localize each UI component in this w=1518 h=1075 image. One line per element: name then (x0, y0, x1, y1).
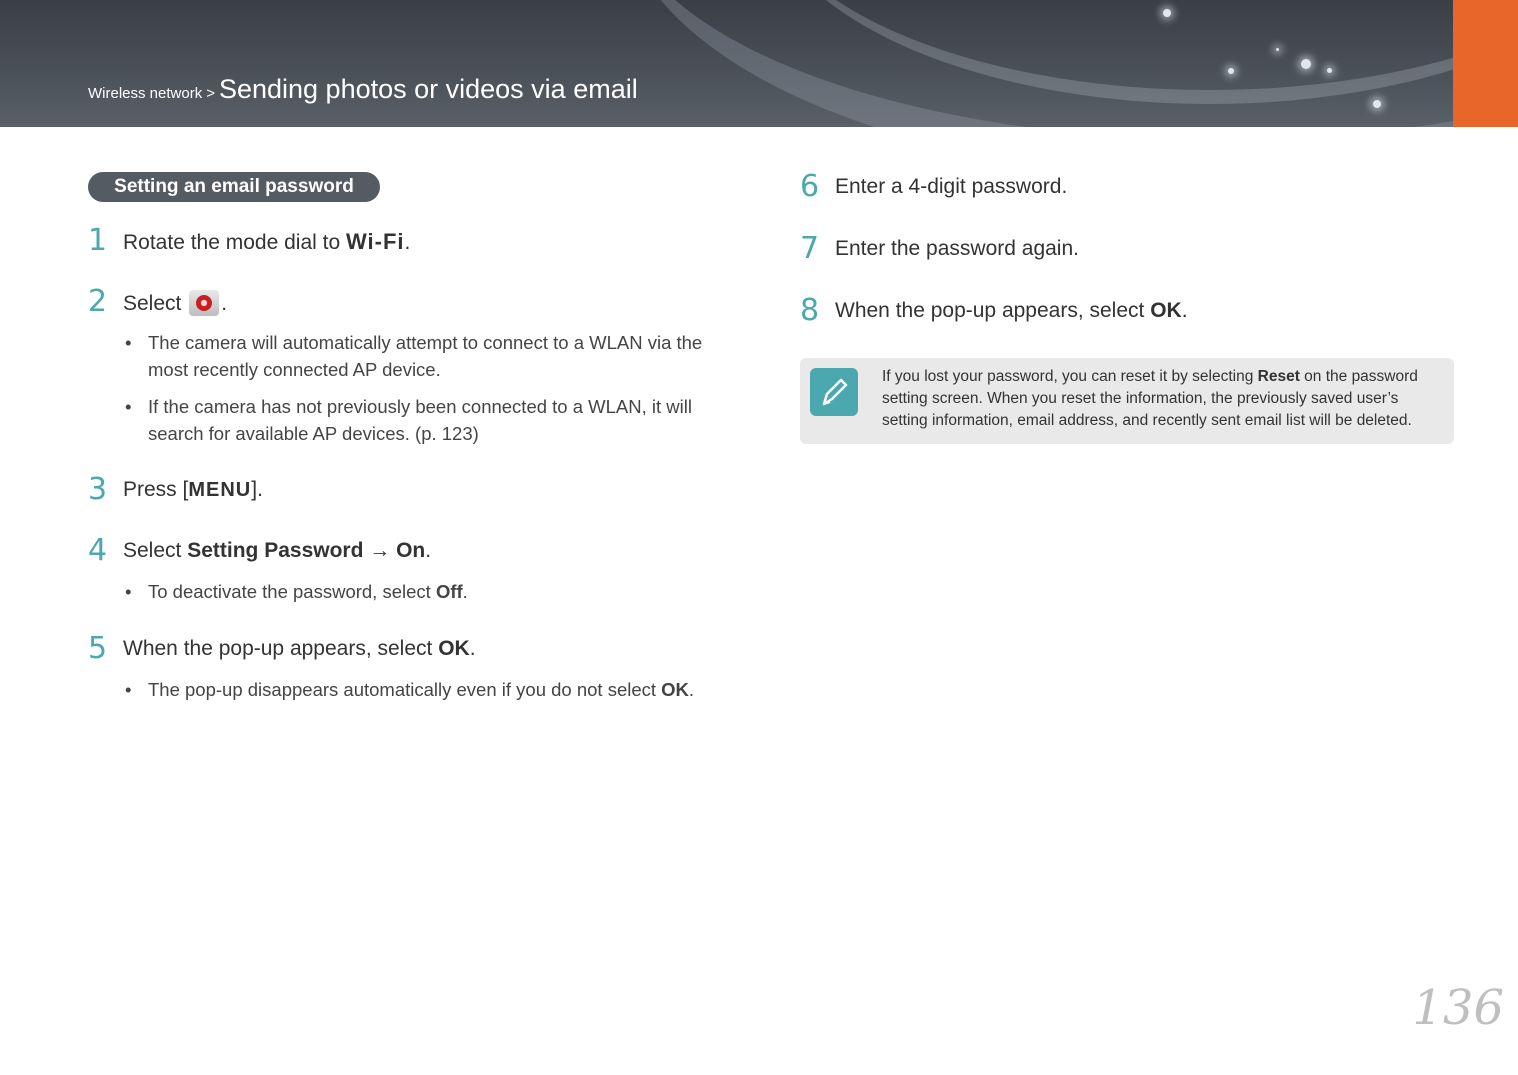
bullet-text-part: . (688, 679, 695, 700)
step-number: 2 (88, 284, 108, 319)
bullet-text-part: The pop-up disappears automatically even if you do not select (148, 679, 662, 700)
bullet-marker: • (125, 396, 132, 417)
step-number: 6 (800, 169, 820, 204)
bullet-marker: • (125, 581, 132, 602)
step-text-part: ]. (251, 478, 263, 501)
step-number: 8 (800, 293, 820, 328)
step-text (123, 478, 263, 502)
bullet-text (148, 578, 738, 605)
step-text-part: When the pop-up appears, select (835, 299, 1151, 322)
note-box (800, 358, 1454, 444)
menu-option: Off (435, 581, 463, 602)
header-sparkle (1327, 68, 1332, 73)
pencil-icon (810, 368, 858, 416)
breadcrumb (88, 74, 638, 105)
menu-option: OK (438, 637, 470, 660)
bullet-text-part: . (462, 581, 468, 602)
step-text-part: When the pop-up appears, select (123, 637, 439, 660)
arrow-icon: → (363, 539, 397, 562)
note-text-part: If you lost your password, you can reset it by selecting (882, 368, 1258, 385)
section-heading: Setting an email password (88, 172, 380, 202)
menu-option: Setting Password (187, 539, 364, 562)
step-text-part: Press [ (123, 478, 189, 501)
step-text-part: . (404, 231, 411, 254)
step-number: 7 (800, 231, 820, 266)
step-text-part: Rotate the mode dial to (123, 231, 346, 254)
menu-option: OK (1150, 299, 1182, 322)
email-icon (189, 290, 219, 316)
step-text-part: . (1181, 299, 1188, 322)
step-text (123, 229, 410, 255)
breadcrumb-section[interactable]: Wireless network (88, 85, 203, 102)
note-text-part: on the password setting screen. When you reset the information, the previously saved user’s setting information, email address, and recently sent email list will be deleted. (882, 368, 1418, 429)
step-text (123, 637, 476, 661)
header-sparkle (1301, 59, 1311, 69)
header-sparkle (1228, 68, 1234, 74)
header-sparkle (1373, 100, 1381, 108)
menu-option: On (396, 539, 426, 562)
bullet-text: The camera will automatically attempt to connect to a WLAN via the most recently connected AP device. (148, 332, 703, 380)
bullet-text (148, 676, 768, 703)
step-number: 5 (88, 631, 108, 666)
header-sparkle (1276, 48, 1279, 51)
header-accent-tab (1453, 0, 1518, 127)
step-text-part: Select (123, 292, 188, 315)
header-sparkle (1163, 9, 1171, 17)
step-number: 1 (88, 223, 108, 258)
step-text-part: Select (123, 539, 188, 562)
menu-button-icon: MENU (188, 479, 252, 501)
page-header (0, 0, 1518, 127)
bullet-marker: • (125, 332, 132, 353)
page-title: Sending photos or videos via email (218, 74, 638, 104)
note-text (882, 366, 1442, 432)
bullet-text-part: To deactivate the password, select (148, 581, 436, 602)
menu-option: OK (661, 679, 689, 700)
step-text-part: . (221, 292, 228, 315)
wifi-mode-icon: Wi-Fi (345, 229, 405, 254)
step-text (123, 539, 431, 563)
bullet-text: If the camera has not previously been connected to a WLAN, it will search for available AP devices. (p. 123) (148, 396, 692, 444)
step-text: Enter a 4-digit password. (835, 175, 1068, 198)
breadcrumb-separator: > (206, 85, 215, 102)
step-text-part: . (469, 637, 476, 660)
bullet-marker: • (125, 679, 132, 700)
step-text (123, 290, 227, 316)
menu-option: Reset (1257, 368, 1300, 385)
step-text: Enter the password again. (835, 237, 1079, 260)
step-text (835, 299, 1188, 323)
step-number: 3 (88, 472, 108, 507)
page-number: 136 (1412, 980, 1504, 1036)
step-text-part: . (425, 539, 432, 562)
step-number: 4 (88, 533, 108, 568)
